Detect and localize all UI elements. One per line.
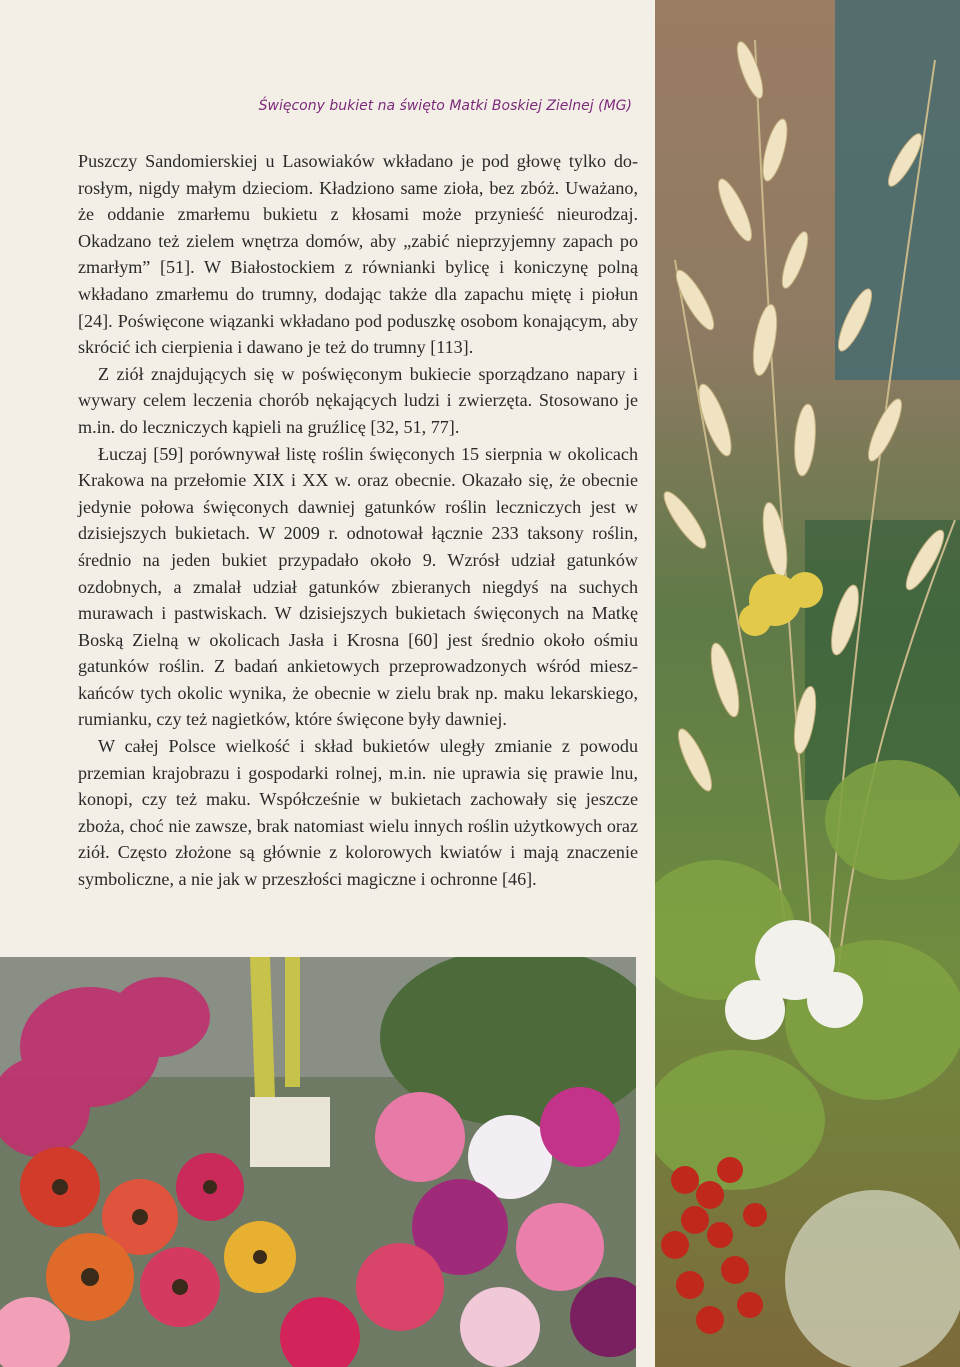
zinnias-photo [0, 957, 636, 1367]
article-body [78, 148, 638, 893]
oats-bouquet-photo [655, 0, 960, 1367]
paragraph-4: W całej Polsce wielkość i skład bukietów uległy zmianie z powodu przemian krajobrazu i gospodarki rolnej, m.in. nie uprawia się prawie lnu, konopi, czy też maku. Współcześnie w bukietach zachowały się jeszcze zboża, choć nie zawsze, brak natomiast wielu innych roślin użytkowych oraz ziół. Często złożone są głównie z kolorowych kwiatów i mają znaczenie symboliczne, a nie jak w przeszłości magiczne i ochronne [46]. [78, 736, 638, 890]
paragraph-1: Puszczy Sandomierskiej u Lasowiaków wkładano je pod głowę tylko dorosłym, nigdy małym dzieciom. Kładziono same zioła, bez zbóż. Uważano, że oddanie zmarłemu bukietu z kłosami może przynieść nieurodzaj. Okadzano też zielem wnętrza domów, aby „zabić nieprzyjemny zapach po zmarłym” [51]. W Białostockiem z równianki bylicę i koniczynę polną wkładano zmarłemu do trumny, dodając także dla zapachu miętę i piołun [24]. Poświęcone wiązanki wkładano pod poduszkę osobom konającym, aby skrócić ich cierpienia i dawano je też do trumny [113]. [78, 151, 638, 358]
paragraph-2: Z ziół znajdujących się w poświęconym bukiecie sporządzano napary i wywary celem leczenia chorób nękających ludzi i zwierzęta. Stosowano je m.in. do leczniczych kąpieli na gruźlicę [32, 51, 77]. [78, 363, 638, 437]
running-header: Święcony bukiet na święto Matki Boskiej Zielnej (MG) [258, 98, 632, 114]
paragraph-3: Łuczaj [59] porównywał listę roślin święconych 15 sierpnia w okolicach Krakowa na przełomie XIX i XX w. oraz obecnie. Okazało się, że obecnie jedynie połowa święconych dawniej gatunków roślin leczniczych jest w dzisiejszych bukietach. W 2009 r. odnotował łącznie 233 taksony roślin, średnio na jeden bukiet przypadało około 9. Wzrósł udział gatunków ozdobnych, a zmalał udział gatunków zbieranych niegdyś na suchych murawach i pastwiskach. W dzisiejszych bukietach święconych na Matkę Boską Zielną w okolicach Jasła i Krosna [60] jest średnio około ośmiu gatunków roślin. Z badań ankietowych przeprowadzonych wśród mieszkańców tych okolic wynika, że obecnie w zielu brak np. maku lekarskiego, rumianku, czy też nagietków, które święcone były dawniej. [78, 443, 638, 730]
